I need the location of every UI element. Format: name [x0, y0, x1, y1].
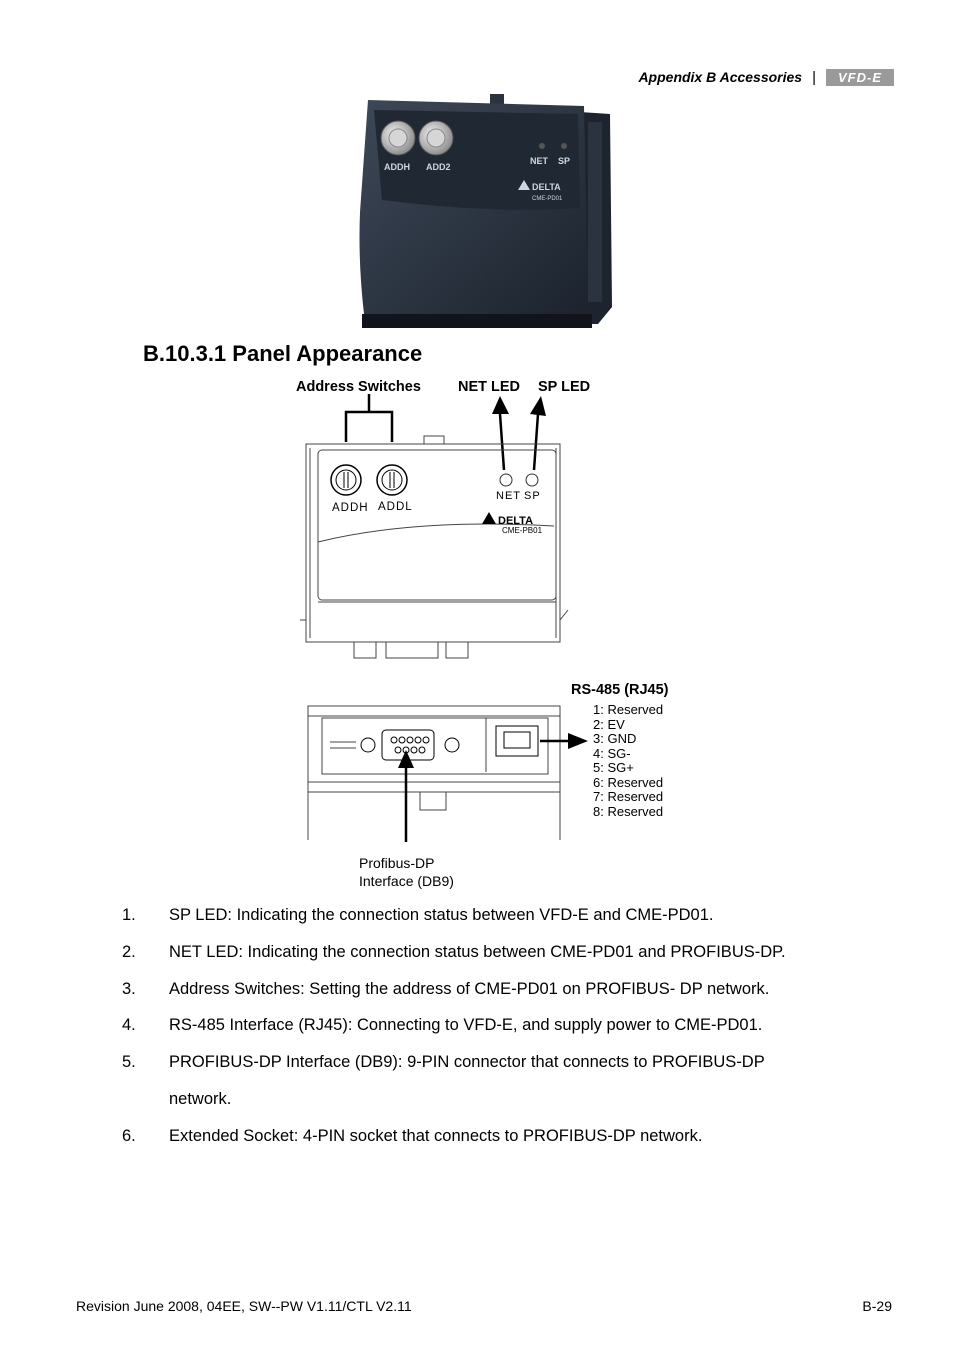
list-number: 4.: [122, 1016, 136, 1034]
header-separator: |: [812, 68, 816, 86]
rj45-port[interactable]: [496, 726, 538, 756]
sp-led: [526, 474, 538, 486]
pin-item: 6: Reserved: [593, 774, 664, 790]
pin-item: 7: Reserved: [593, 789, 664, 804]
profibus-label-line2: Interface (DB9): [359, 873, 454, 889]
page-number: B-29: [862, 1298, 892, 1314]
section-title: B.10.3.1 Panel Appearance: [143, 341, 423, 366]
photo-net-label: NET: [530, 156, 548, 166]
front-panel-diagram: [296, 392, 596, 664]
vfd-e-logo: VFD-E: [826, 69, 894, 86]
list-number: 3.: [122, 980, 136, 998]
rs485-pin-list: [593, 703, 663, 819]
right-screw: [445, 738, 459, 752]
list-text: Address Switches: Setting the address of CME-PD01 on PROFIBUS- DP network.: [169, 980, 770, 998]
photo-switch-1-label: ADDH: [384, 162, 410, 172]
bottom-view-diagram: [300, 700, 592, 848]
pin-item: 1: Reserved: [593, 702, 664, 717]
pin-item: 4: SG-: [593, 745, 631, 761]
pin-item: 8: Reserved: [593, 803, 664, 819]
photo-brand: DELTA: [532, 182, 561, 192]
panel-model: CME-PB01: [502, 526, 543, 535]
net-led-label: NET LED: [458, 379, 521, 395]
pin-item: 2: EV: [593, 716, 625, 732]
profibus-interface-label: [359, 854, 454, 890]
header-text: Appendix B Accessories: [638, 69, 803, 85]
list-number: 5.: [122, 1053, 136, 1071]
sp-led-label: SP LED: [538, 379, 591, 395]
rs485-label: RS-485 (RJ45): [571, 682, 669, 698]
list-number: 6.: [122, 1127, 136, 1145]
profibus-label-line1: Profibus-DP: [359, 855, 435, 871]
list-text: network.: [169, 1090, 232, 1108]
sp-label: SP: [524, 490, 541, 502]
page-header: [638, 66, 894, 88]
list-text: Extended Socket: 4-PIN socket that connects to PROFIBUS-DP network.: [169, 1127, 703, 1145]
net-led: [500, 474, 512, 486]
photo-switch-1: [381, 121, 415, 155]
list-text: PROFIBUS-DP Interface (DB9): 9-PIN connector that connects to PROFIBUS-DP: [169, 1053, 765, 1071]
list-text: NET LED: Indicating the connection status between CME-PD01 and PROFIBUS-DP.: [169, 943, 786, 961]
list-number: 1.: [122, 906, 136, 924]
list-text: RS-485 Interface (RJ45): Connecting to VFD-E, and supply power to CME-PD01.: [169, 1016, 763, 1034]
left-screw: [361, 738, 375, 752]
pin-item: 5: SG+: [593, 760, 634, 775]
addh-label: ADDH: [332, 502, 369, 514]
photo-switch-2: [419, 121, 453, 155]
address-switches-label: Address Switches: [296, 379, 421, 395]
photo-model: CME-PD01: [532, 196, 563, 202]
addl-switch[interactable]: [377, 465, 407, 495]
photo-sp-label: SP: [558, 156, 571, 166]
footer-revision: Revision June 2008, 04EE, SW--PW V1.11/CTL V2.11: [76, 1298, 412, 1314]
pin-item: 3: GND: [593, 731, 637, 746]
list-number: 2.: [122, 943, 136, 961]
addl-label: ADDL: [378, 501, 413, 513]
product-photo: [352, 92, 618, 332]
net-label: NET: [496, 490, 521, 502]
addh-switch[interactable]: [331, 465, 361, 495]
list-text: SP LED: Indicating the connection status between VFD-E and CME-PD01.: [169, 906, 714, 924]
photo-switch-2-label: ADD2: [426, 162, 451, 172]
panel-brand: DELTA: [498, 515, 534, 527]
